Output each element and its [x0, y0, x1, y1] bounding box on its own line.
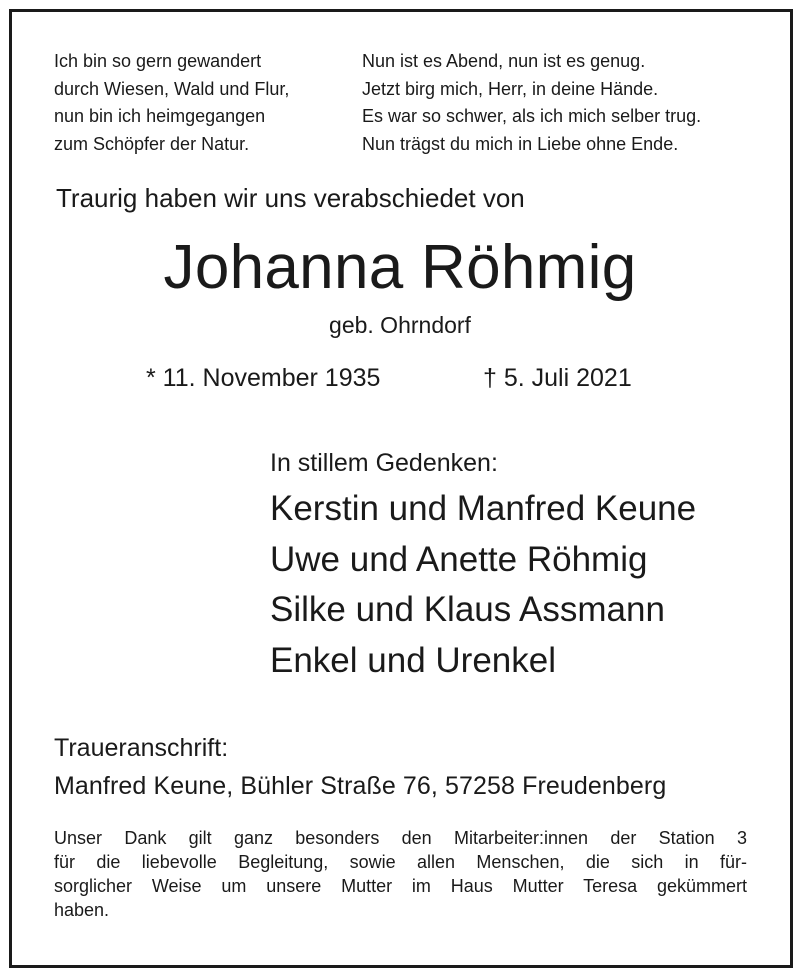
- thanks-line: Unser Dank gilt ganz besonders den Mitarbeiter:innen der Station 3: [54, 828, 747, 848]
- thanks-line: haben.: [54, 900, 110, 920]
- address-label: Traueranschrift:: [54, 734, 229, 762]
- address-line: Manfred Keune, Bühler Straße 76, 57258 Freudenberg: [54, 772, 667, 800]
- poem-left-line: durch Wiesen, Wald und Flur,: [54, 78, 290, 99]
- poem-right-line: Nun ist es Abend, nun ist es genug.: [362, 51, 646, 71]
- death-date: † 5. Juli 2021: [483, 364, 632, 392]
- thanks-line: sorglicher Weise um unsere Mutter im Haus Mutter Teresa gekümmert: [54, 876, 747, 896]
- poem-right: [362, 48, 701, 158]
- mourner: Enkel und Urenkel: [270, 640, 556, 680]
- poem-left-line: Ich bin so gern gewandert: [54, 51, 262, 71]
- mourner: Silke und Klaus Assmann: [270, 590, 665, 629]
- poem-left-line: nun bin ich heimgegangen: [54, 106, 266, 126]
- intro-text: Traurig haben wir uns verabschiedet von: [56, 183, 525, 213]
- mourner: Kerstin und Manfred Keune: [270, 489, 697, 528]
- poem-right-line: Es war so schwer, als ich mich selber trug.: [362, 106, 702, 126]
- mourners-list: [270, 484, 696, 686]
- poem-left: [54, 48, 289, 158]
- poem-right-line: Jetzt birg mich, Herr, in deine Hände.: [362, 78, 659, 99]
- birth-name: geb. Ohrndorf: [329, 312, 471, 338]
- poem-right-line: Nun trägst du mich in Liebe ohne Ende.: [362, 133, 679, 154]
- thanks-paragraph: [54, 826, 747, 922]
- mourner: Uwe und Anette Röhmig: [270, 539, 648, 579]
- poem-left-line: zum Schöpfer der Natur.: [54, 133, 250, 154]
- birth-date: * 11. November 1935: [146, 364, 381, 392]
- thanks-line: für die liebevolle Begleitung, sowie allen Menschen, die sich in für-: [54, 852, 747, 872]
- memory-label: In stillem Gedenken:: [270, 449, 498, 477]
- deceased-name: Johanna Röhmig: [163, 233, 637, 302]
